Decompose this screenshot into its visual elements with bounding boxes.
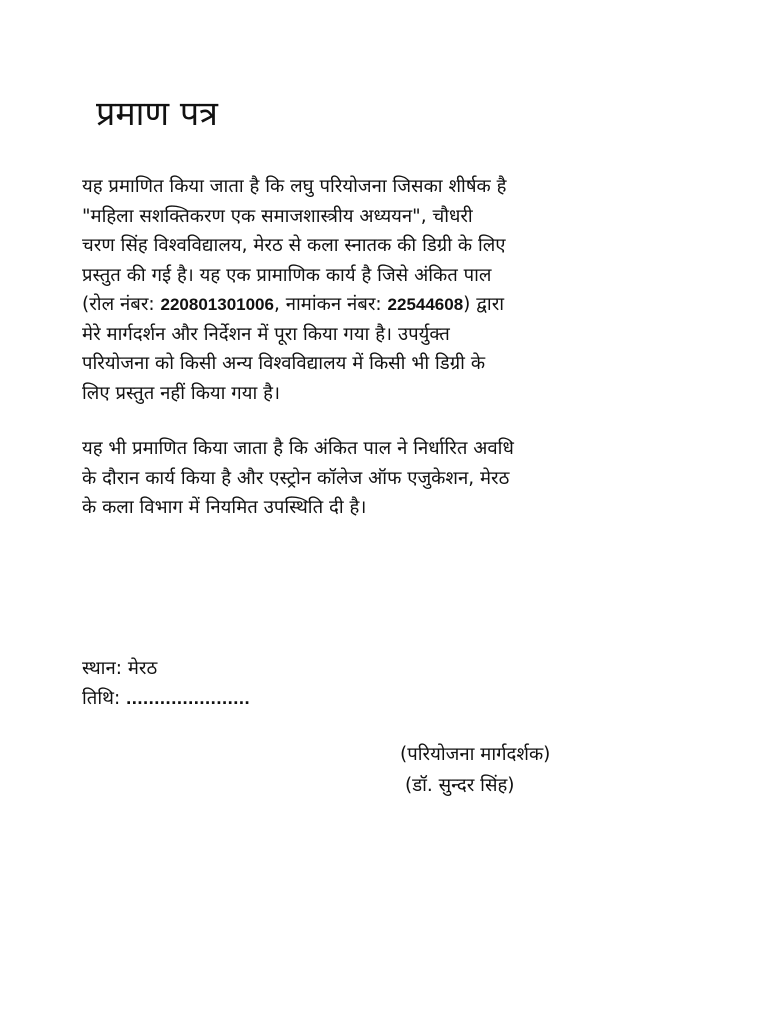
paragraph-line: यह भी प्रमाणित किया जाता है कि अंकित पाल ने निर्धारित अवधि: [82, 438, 514, 459]
paragraph-line: परियोजना को किसी अन्य विश्वविद्यालय में किसी भी डिग्री के: [82, 353, 486, 374]
paragraph-line: यह प्रमाणित किया जाता है कि लघु परियोजना जिसका शीर्षक है: [82, 176, 507, 197]
place-label: स्थान:: [82, 658, 128, 679]
certificate-paragraph-main: [82, 172, 642, 408]
enrollment-label: , नामांकन नंबर:: [273, 294, 388, 315]
date-value-blank: ......................: [126, 687, 251, 708]
paragraph-line: "महिला सशक्तिकरण एक समाजशास्त्रीय अध्ययन", चौधरी: [82, 205, 473, 227]
page-title: प्रमाण पत्र: [96, 94, 218, 134]
roll-label: (रोल नंबर:: [82, 294, 161, 315]
paragraph-line: के कला विभाग में नियमित उपस्थिति दी है।: [82, 497, 367, 518]
paragraph-line: के दौरान कार्य किया है और एस्ट्रोन कॉलेज ऑफ एजुकेशन, मेरठ: [82, 467, 510, 489]
line-suffix: ) द्वारा: [463, 294, 505, 315]
date-label: तिथि:: [82, 688, 127, 709]
certificate-paragraph-attendance: [82, 434, 642, 523]
paragraph-line: लिए प्रस्तुत नहीं किया गया है।: [82, 382, 280, 404]
date-field: [82, 684, 250, 713]
roll-number: 220801301006: [160, 295, 274, 314]
signature-role: (परियोजना मार्गदर्शक): [400, 744, 551, 765]
place-value: मेरठ: [127, 658, 158, 679]
enrollment-number: 22544608: [387, 295, 464, 314]
place-field: [82, 655, 157, 683]
paragraph-line: प्रस्तुत की गई है। यह एक प्रामाणिक कार्य है जिसे अंकित पाल: [82, 264, 492, 286]
paragraph-line-roll-enrollment: [82, 290, 642, 320]
paragraph-line: मेरे मार्गदर्शन और निर्देशन में पूरा किया गया है। उपर्युक्त: [82, 323, 450, 345]
paragraph-line: चरण सिंह विश्वविद्यालय, मेरठ से कला स्नातक की डिग्री के लिए: [82, 235, 506, 256]
signature-name: (डॉ. सुन्दर सिंह): [405, 775, 515, 796]
